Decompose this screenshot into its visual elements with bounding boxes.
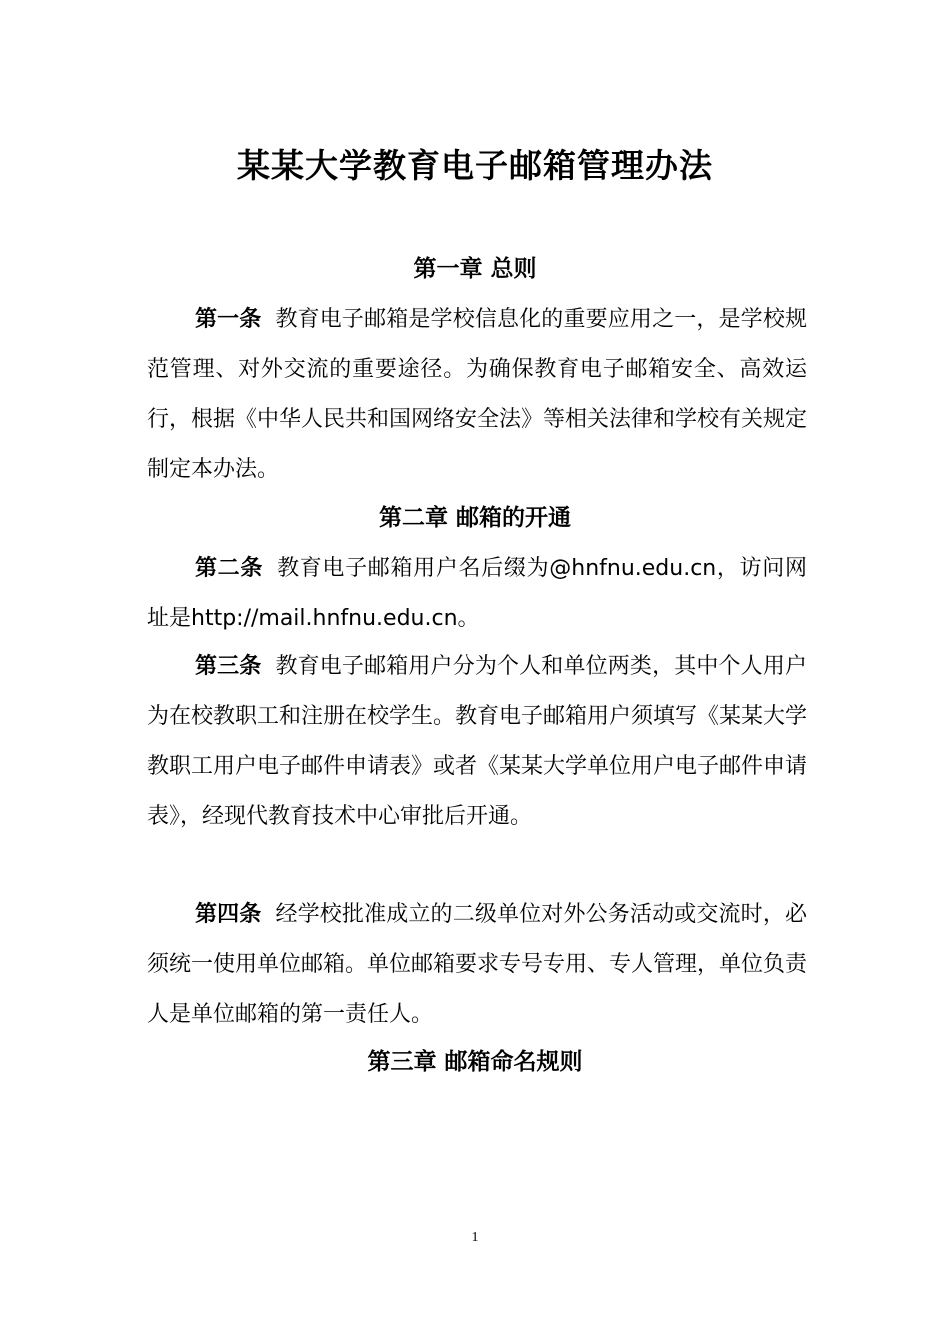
article-text: 教育电子邮箱用户名后缀为@hnfnu.edu.cn，访问网址是http://mail.hnfnu.edu.cn。 bbox=[147, 556, 807, 631]
document-title: 某某大学教育电子邮箱管理办法 bbox=[237, 146, 713, 185]
article-number: 第二条 bbox=[195, 555, 264, 581]
chapter-heading-3: 第三章 邮箱命名规则 bbox=[367, 1049, 583, 1075]
chapter-heading-2: 第二章 邮箱的开通 bbox=[378, 505, 571, 531]
chapter-heading-1: 第一章 总则 bbox=[413, 256, 537, 282]
article-text: 教育电子邮箱用户分为个人和单位两类，其中个人用户为在校教职工和注册在校学生。教育电子邮箱用户须填写《某某大学教职工用户电子邮件申请表》或者《某某大学单位用户电子邮件申请表》，经现代教育技术中心审批后开通。 bbox=[147, 654, 808, 829]
article-text: 教育电子邮箱是学校信息化的重要应用之一，是学校规范管理、对外交流的重要途径。为确保教育电子邮箱安全、高效运行，根据《中华人民共和国网络安全法》等相关法律和学校有关规定制定本办法。 bbox=[147, 307, 808, 482]
article-2 bbox=[147, 543, 807, 644]
article-1 bbox=[147, 294, 807, 495]
article-number: 第一条 bbox=[195, 306, 262, 332]
article-3 bbox=[147, 641, 807, 842]
article-number: 第四条 bbox=[195, 901, 262, 927]
article-number: 第三条 bbox=[195, 653, 262, 679]
article-text: 经学校批准成立的二级单位对外公务活动或交流时，必须统一使用单位邮箱。单位邮箱要求专号专用、专人管理，单位负责人是单位邮箱的第一责任人。 bbox=[147, 902, 808, 1027]
page-number: 1 bbox=[471, 1230, 479, 1245]
article-4 bbox=[147, 889, 807, 1040]
